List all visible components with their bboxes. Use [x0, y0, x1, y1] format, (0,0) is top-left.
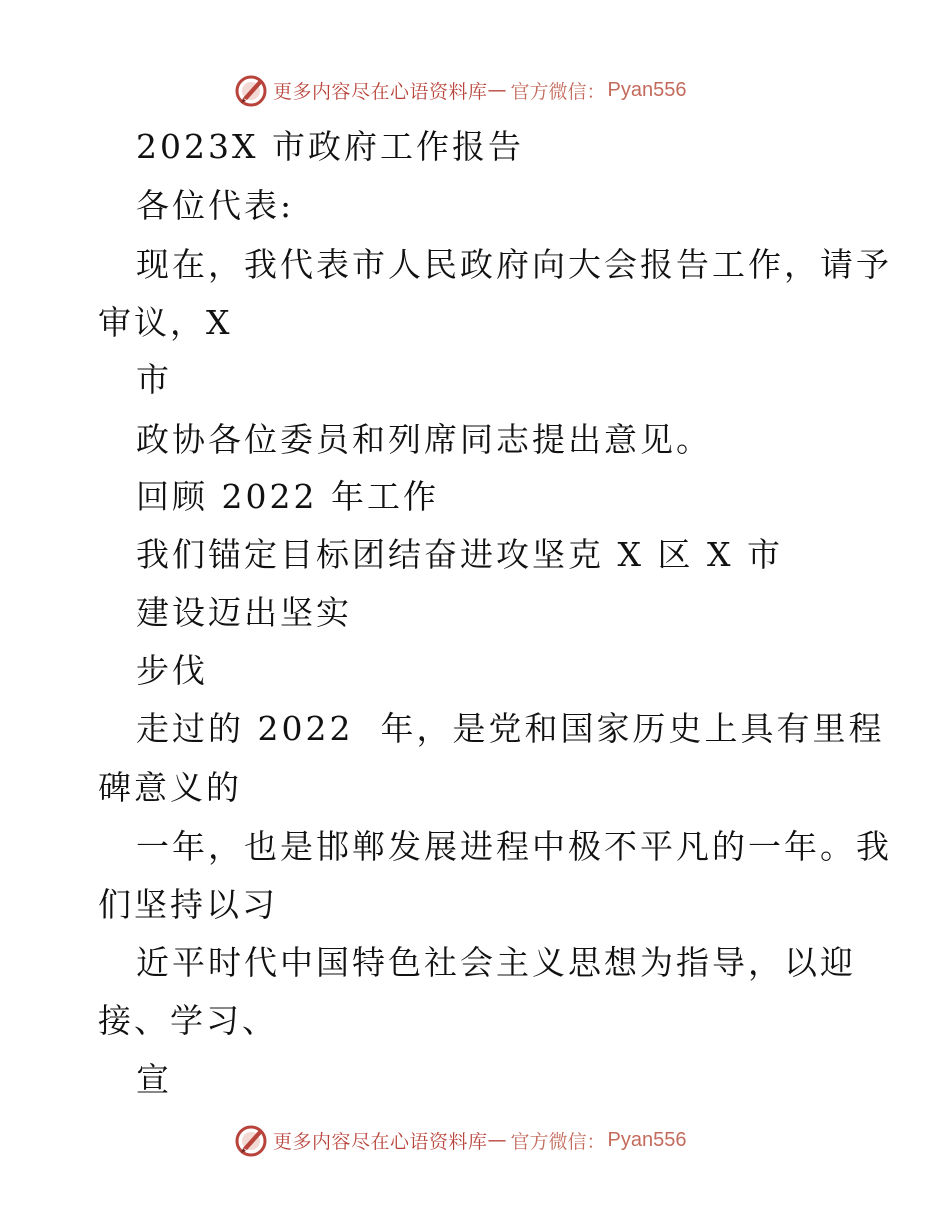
banner-separator: — — [487, 79, 507, 101]
banner-text: 更多内容尽在心语资料库 — [273, 80, 488, 103]
doc-line: 一年，也是邯郸发展进程中极不平凡的一年。我 — [136, 827, 892, 866]
doc-line: 政协各位委员和列席同志提出意见。 — [136, 420, 712, 459]
doc-line: 接、学习、 — [98, 1001, 278, 1040]
banner-separator: — — [487, 1129, 507, 1151]
quill-pen-logo-icon — [233, 72, 269, 108]
doc-line: 走过的 2022 年，是党和国家历史上具有里程 — [136, 709, 885, 748]
doc-line: 步伐 — [136, 651, 208, 690]
footer-banner — [233, 1120, 687, 1160]
doc-line: 我们锚定目标团结奋进攻坚克 X 区 X 市 — [136, 535, 783, 574]
doc-line: 宣 — [136, 1060, 172, 1099]
banner-label: 官方微信： — [510, 1130, 606, 1153]
doc-line: 市 — [136, 360, 172, 399]
banner-text: 更多内容尽在心语资料库 — [273, 1130, 488, 1153]
quill-pen-logo-icon — [233, 1122, 269, 1158]
doc-line: 现在，我代表市人民政府向大会报告工作，请予 — [136, 245, 892, 284]
doc-line: 碑意义的 — [98, 768, 242, 807]
doc-line: 建设迈出坚实 — [136, 593, 352, 632]
banner-label: 官方微信： — [510, 80, 606, 103]
doc-title: 2023X 市政府工作报告 — [136, 127, 524, 166]
banner-wechat-id: Pyan556 — [607, 1128, 687, 1151]
doc-line: 近平时代中国特色社会主义思想为指导，以迎 — [136, 943, 856, 982]
doc-line: 回顾 2022 年工作 — [136, 477, 439, 516]
doc-line: 们坚持以习 — [98, 885, 278, 924]
doc-line: 各位代表: — [136, 186, 295, 225]
doc-line: 审议，X — [98, 303, 233, 342]
header-banner — [233, 70, 687, 110]
banner-wechat-id: Pyan556 — [607, 78, 687, 101]
